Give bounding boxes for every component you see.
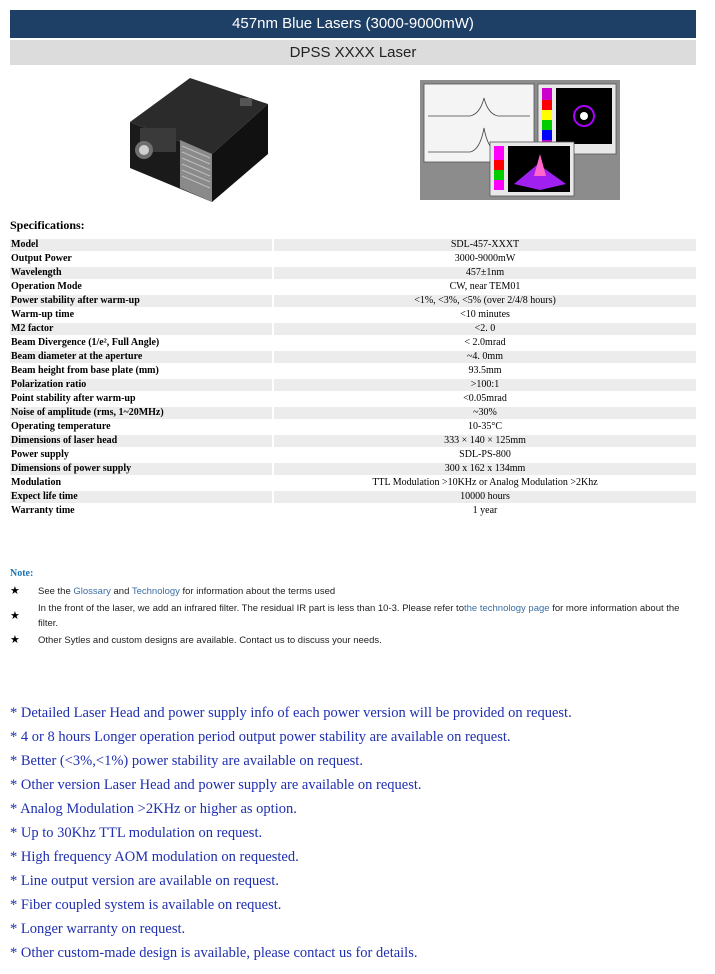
spec-row <box>10 239 696 251</box>
spec-label: Warranty time <box>10 505 272 517</box>
spec-value: <2. 0 <box>274 323 696 335</box>
spec-row <box>10 281 696 293</box>
spec-label: Modulation <box>10 477 272 489</box>
spec-row <box>10 393 696 405</box>
request-item: * Analog Modulation >2KHz or higher as option. <box>10 801 297 817</box>
spec-row <box>10 407 696 419</box>
spec-value: 3000-9000mW <box>274 253 696 265</box>
star-icon: ★ <box>10 585 20 597</box>
request-item: * Fiber coupled system is available on request. <box>10 897 282 913</box>
request-item: * Detailed Laser Head and power supply info of each power version will be provided on request. <box>10 705 572 721</box>
specifications-table <box>8 237 698 519</box>
spec-row <box>10 267 696 279</box>
spec-row <box>10 351 696 363</box>
spec-row <box>10 323 696 335</box>
spec-row <box>10 253 696 265</box>
laser-head-photo <box>120 70 272 208</box>
spec-label: Beam height from base plate (mm) <box>10 365 272 377</box>
spec-value: 333 × 140 × 125mm <box>274 435 696 447</box>
request-item: * Better (<3%,<1%) power stability are available on request. <box>10 753 363 769</box>
spec-value: TTL Modulation >10KHz or Analog Modulation >2Khz <box>274 477 696 489</box>
spec-row <box>10 477 696 489</box>
spec-label: Operating temperature <box>10 421 272 433</box>
request-options-list <box>10 704 572 968</box>
spec-label: Power supply <box>10 449 272 461</box>
spec-row <box>10 365 696 377</box>
spec-value: ~4. 0mm <box>274 351 696 363</box>
spec-value: <10 minutes <box>274 309 696 321</box>
spec-label: Noise of amplitude (rms, 1~20MHz) <box>10 407 272 419</box>
request-item: * Other version Laser Head and power supply are available on request. <box>10 777 422 793</box>
spec-row <box>10 491 696 503</box>
spec-label: Output Power <box>10 253 272 265</box>
spec-value: SDL-PS-800 <box>274 449 696 461</box>
spec-label: Point stability after warm-up <box>10 393 272 405</box>
star-icon: ★ <box>10 634 20 646</box>
spec-row <box>10 309 696 321</box>
spec-row <box>10 449 696 461</box>
spec-label: Model <box>10 239 272 251</box>
beam-profile-screenshot <box>420 80 620 200</box>
spec-value: 93.5mm <box>274 365 696 377</box>
spec-value: 300 x 162 x 134mm <box>274 463 696 475</box>
spec-label: Beam diameter at the aperture <box>10 351 272 363</box>
spec-value: SDL-457-XXXT <box>274 239 696 251</box>
spec-value: 10-35°C <box>274 421 696 433</box>
request-item: * Other custom-made design is available, please contact us for details. <box>10 945 418 961</box>
spec-value: <1%, <3%, <5% (over 2/4/8 hours) <box>274 295 696 307</box>
request-item: * 4 or 8 hours Longer operation period output power stability are available on request. <box>10 729 511 745</box>
spec-label: Dimensions of laser head <box>10 435 272 447</box>
spec-row <box>10 463 696 475</box>
technology-page-link[interactable]: the technology page <box>463 603 550 614</box>
spec-label: Beam Divergence (1/e², Full Angle) <box>10 337 272 349</box>
spec-value: 1 year <box>274 505 696 517</box>
spec-value: 457±1nm <box>274 267 696 279</box>
spec-row <box>10 295 696 307</box>
spec-label: Wavelength <box>10 267 272 279</box>
spec-label: Polarization ratio <box>10 379 272 391</box>
note-item: ★ Other Sytles and custom designs are available. Contact us to discuss your needs. <box>10 634 382 646</box>
spec-value: >100:1 <box>274 379 696 391</box>
request-item: * Longer warranty on request. <box>10 921 186 937</box>
spec-label: M2 factor <box>10 323 272 335</box>
technology-link[interactable]: Technology <box>131 586 180 597</box>
note-item: ★ In the front of the laser, we add an infrared filter. The residual IR part is less than 10-3. Please refer tothe technology page for more information about the filter. <box>10 603 680 629</box>
notes-list <box>8 584 688 649</box>
spec-row <box>10 337 696 349</box>
spec-value: < 2.0mrad <box>274 337 696 349</box>
star-icon: ★ <box>10 610 20 622</box>
spec-value: CW, near TEM01 <box>274 281 696 293</box>
spec-label: Warm-up time <box>10 309 272 321</box>
spec-row <box>10 505 696 517</box>
request-item: * Line output version are available on request. <box>10 873 279 889</box>
spec-label: Expect life time <box>10 491 272 503</box>
note-label: Note: <box>10 568 34 579</box>
spec-label: Dimensions of power supply <box>10 463 272 475</box>
note-item: ★ See the Glossary and Technology for information about the terms used <box>10 585 336 597</box>
page-subtitle: DPSS XXXX Laser <box>10 40 696 65</box>
spec-label: Operation Mode <box>10 281 272 293</box>
spec-value: 10000 hours <box>274 491 696 503</box>
spec-label: Power stability after warm-up <box>10 295 272 307</box>
spec-row <box>10 435 696 447</box>
request-item: * Up to 30Khz TTL modulation on request. <box>10 825 263 841</box>
spec-value: <0.05mrad <box>274 393 696 405</box>
spec-row <box>10 379 696 391</box>
page-title: 457nm Blue Lasers (3000-9000mW) <box>10 10 696 38</box>
request-item: * High frequency AOM modulation on requested. <box>10 849 299 865</box>
spec-row <box>10 421 696 433</box>
spec-value: ~30% <box>274 407 696 419</box>
glossary-link[interactable]: Glossary <box>73 586 111 597</box>
specifications-heading: Specifications: <box>10 218 85 232</box>
